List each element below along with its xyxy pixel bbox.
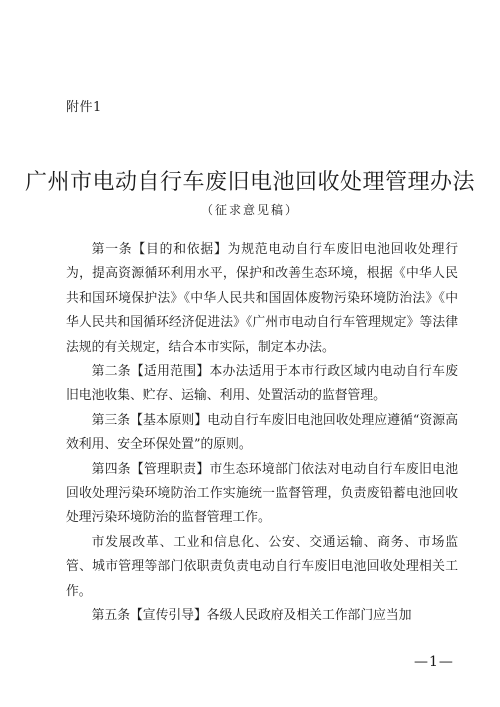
paragraph-article-1: 第一条【目的和依据】为规范电动自行车废旧电池回收处理行为，提高资源循环利用水平，保护和改善生态环境，根据《中华人民共和国环境保护法》《中华人民共和国固体废物污染环境防治法》《中华人民共和国循环经济促进法》《广州市电动自行车管理规定》等法律法规的有关规定，结合本市实际，制定本办法。 [66, 242, 458, 355]
document-title: 广州市电动自行车废旧电池回收处理管理办法 [24, 170, 475, 195]
document-body [66, 238, 458, 629]
paragraph-article-3: 第三条【基本原则】电动自行车废旧电池回收处理应遵循“资源高效利用、安全环保处置”的原则。 [66, 412, 458, 453]
paragraph-article-4: 第四条【管理职责】市生态环境部门依法对电动自行车废旧电池回收处理污染环境防治工作实施统一监督管理，负责废铅蓄电池回收处理污染环境防治的监督管理工作。 [66, 461, 458, 526]
paragraph-article-2: 第二条【适用范围】本办法适用于本市行政区域内电动自行车废旧电池收集、贮存、运输、利用、处置活动的监督管理。 [66, 364, 458, 404]
paragraph-article-5: 第五条【宣传引导】各级人民政府及相关工作部门应当加 [91, 608, 412, 624]
paragraph-article-4-departments: 市发展改革、工业和信息化、公安、交通运输、商务、市场监管、城市管理等部门依职责负责电动自行车废旧电池回收处理相关工作。 [66, 534, 458, 599]
document-subtitle: （征求意见稿） [200, 203, 299, 217]
attachment-label: 附件1 [66, 100, 102, 115]
page-number: —1— [414, 654, 454, 670]
